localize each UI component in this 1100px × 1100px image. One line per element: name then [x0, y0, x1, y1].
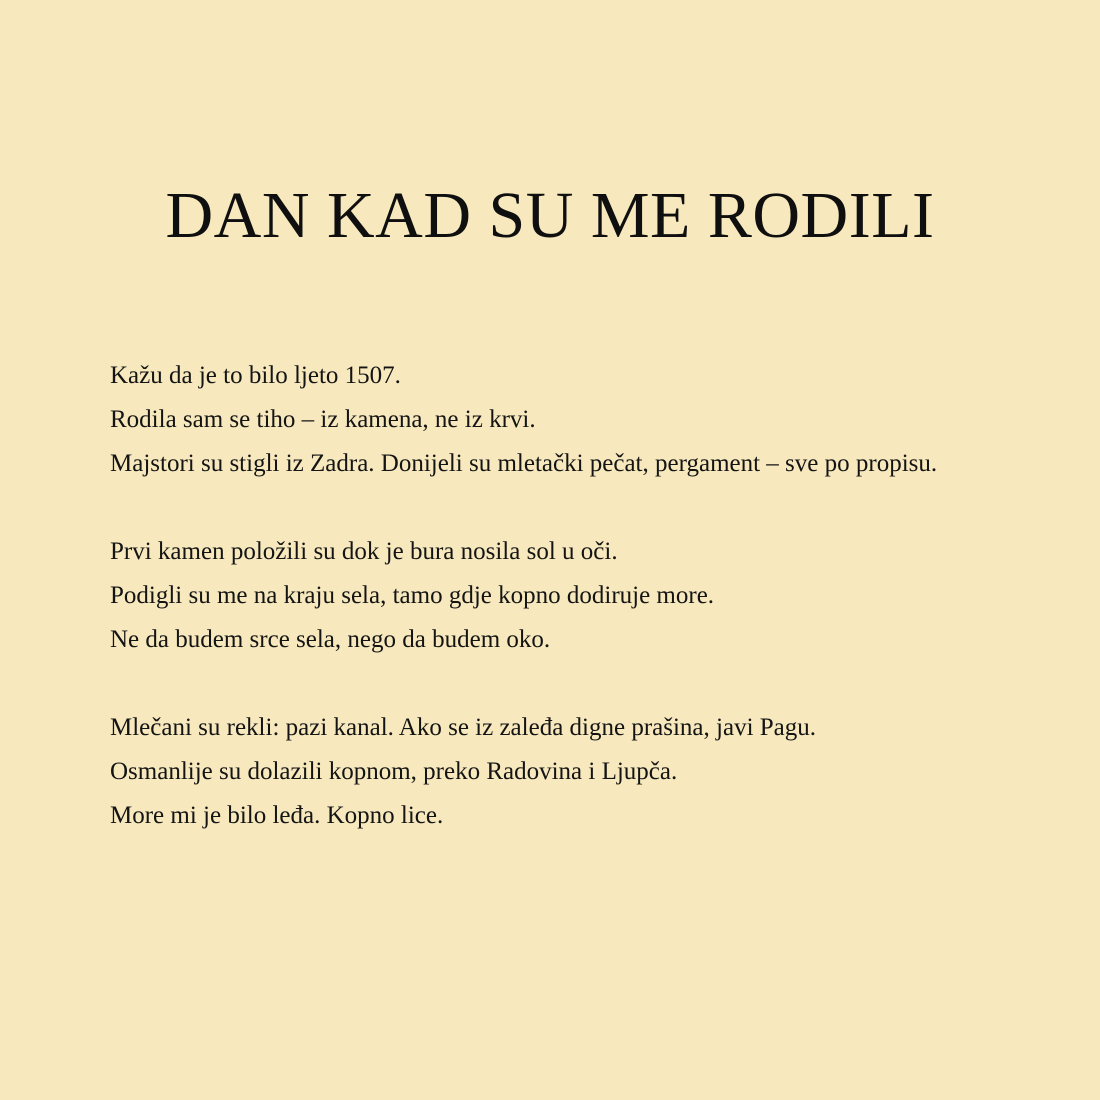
poem-line: More mi je bilo leđa. Kopno lice.	[110, 802, 444, 829]
page-title: DAN KAD SU ME RODILI	[165, 179, 935, 252]
poem-line: Rodila sam se tiho – iz kamena, ne iz krvi.	[110, 406, 536, 433]
poem-line: Podigli su me na kraju sela, tamo gdje kopno dodiruje more.	[110, 582, 715, 609]
poem-line: Kažu da je to bilo ljeto 1507.	[110, 362, 401, 389]
poem-line: Prvi kamen položili su dok je bura nosila sol u oči.	[110, 538, 618, 565]
stanza-3	[110, 706, 990, 838]
poem-line: Osmanlije su dolazili kopnom, preko Radovina i Ljupča.	[110, 758, 678, 785]
stanza-1	[110, 354, 990, 486]
poem-line: Mlečani su rekli: pazi kanal. Ako se iz zaleđa digne prašina, javi Pagu.	[110, 714, 817, 741]
stanza-2	[110, 530, 990, 662]
poem-body	[110, 354, 990, 882]
poem-line: Majstori su stigli iz Zadra. Donijeli su mletački pečat, pergament – sve po propisu.	[110, 450, 938, 477]
poem-line: Ne da budem srce sela, nego da budem oko.	[110, 626, 551, 653]
